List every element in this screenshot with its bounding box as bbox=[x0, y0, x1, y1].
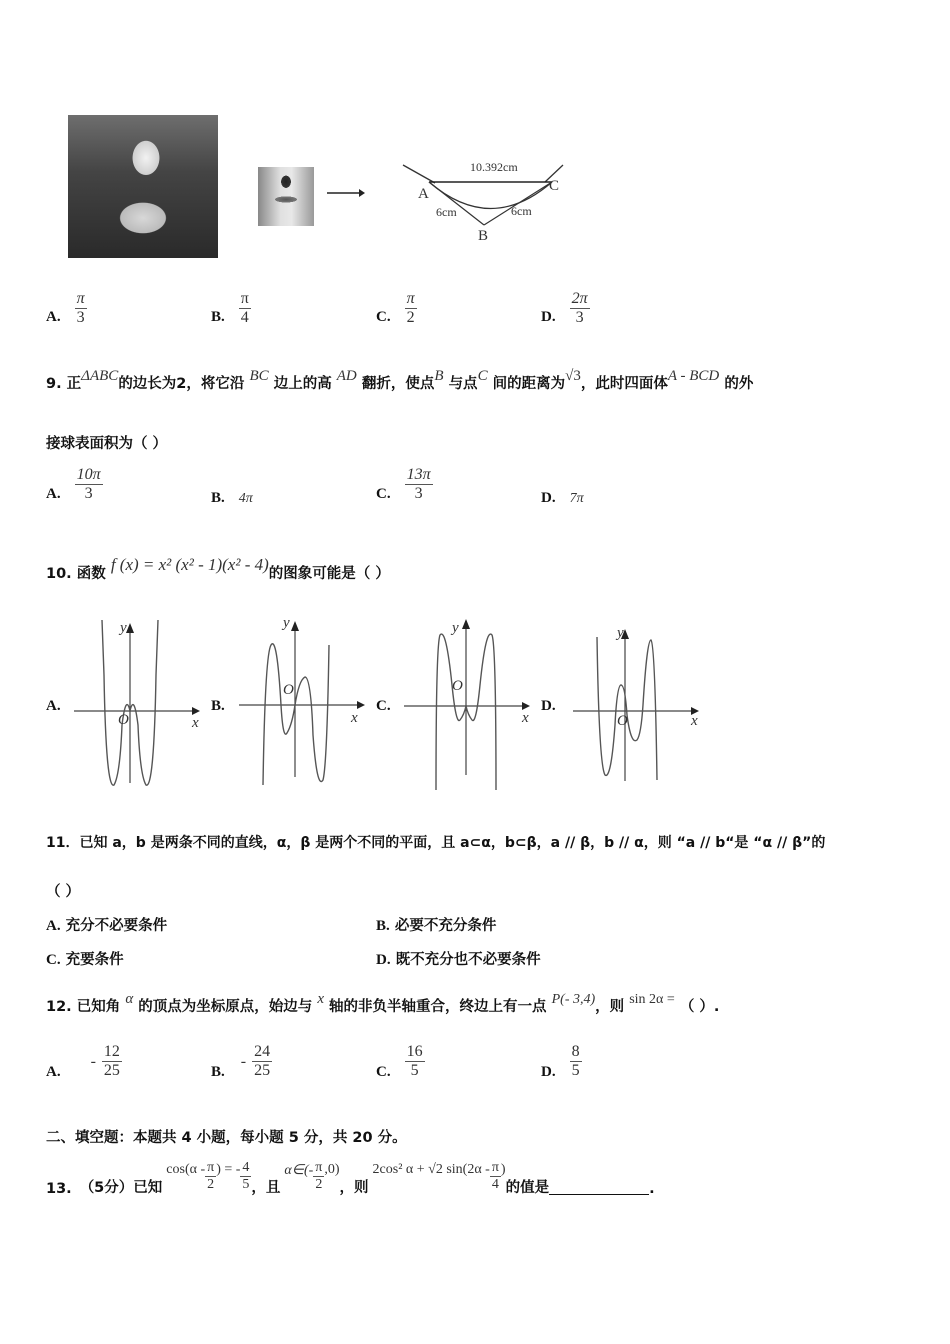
q11-option-a[interactable]: A. 充分不必要条件 bbox=[46, 918, 168, 934]
q13-condition-1: cos(α - $\frac{\pi}{2}$ ) = - $\frac{4}{5}$ bbox=[166, 1160, 250, 1193]
q9-option-d[interactable]: D. 7π bbox=[541, 490, 584, 506]
option-fraction: $\frac{\pi}{2}$ bbox=[406, 290, 415, 327]
q10-option-b[interactable]: B. y x O bbox=[211, 615, 371, 795]
q12-option-b[interactable]: B. - $\frac{24}{25}$ bbox=[211, 1042, 271, 1080]
q9-stem-line1: 9. 正ΔABC的边长为2，将它沿 BC 边上的高 AD 翻折，使点B 与点C 间的距离为√3，此时四面体A - BCD 的外 bbox=[46, 368, 754, 392]
option-letter: D. bbox=[541, 309, 556, 326]
q12-option-c[interactable]: C. $\frac{16}{5}$ bbox=[376, 1042, 423, 1080]
q13-expression: 2cos² α + √2 sin(2α - $\frac{\pi}{4}$ ) bbox=[372, 1160, 506, 1193]
q12-option-a[interactable]: A. - $\frac{12}{25}$ bbox=[46, 1042, 120, 1080]
q13-answer-blank[interactable] bbox=[549, 1180, 649, 1195]
graph-d bbox=[567, 615, 707, 795]
mona-lisa-image bbox=[68, 115, 218, 258]
smile-crop-image bbox=[258, 167, 314, 226]
q9-option-c[interactable]: C. $\frac{13\pi}{3}$ bbox=[376, 466, 431, 503]
q11-option-d[interactable]: D. 既不充分也不必要条件 bbox=[376, 952, 541, 968]
q10-option-a[interactable]: A. y x O bbox=[46, 615, 206, 795]
q12-stem: 12. 已知角 α 的顶点为坐标原点，始边与 x 轴的非负半轴重合，终边上有一点 P(- 3,4)，则 sin 2α = （ ）. bbox=[46, 991, 720, 1015]
point-label-c: C bbox=[549, 178, 560, 194]
option-letter: C. bbox=[376, 309, 391, 326]
q11-option-c[interactable]: C. 充要条件 bbox=[46, 952, 124, 968]
q11-option-b[interactable]: B. 必要不充分条件 bbox=[376, 918, 497, 934]
graph-a bbox=[72, 615, 212, 795]
graph-c bbox=[402, 615, 542, 795]
length-label-top: 10.392cm bbox=[470, 160, 518, 174]
q9-option-a[interactable]: A. $\frac{10\pi}{3}$ bbox=[46, 466, 101, 503]
q9-stem-line2: 接球表面积为（ ） bbox=[46, 436, 168, 452]
q13-condition-2: α∈(- $\frac{\pi}{2}$ ,0) bbox=[284, 1160, 340, 1193]
option-fraction: $\frac{2\pi}{3}$ bbox=[571, 290, 588, 327]
q8-option-d[interactable] bbox=[541, 290, 590, 328]
point-label-a: A bbox=[418, 186, 429, 202]
option-letter: B. bbox=[211, 309, 225, 326]
option-fraction: $\frac{\pi}{4}$ bbox=[240, 290, 249, 327]
q9-option-b[interactable]: B. 4π bbox=[211, 490, 253, 506]
q12-option-d[interactable]: D. $\frac{8}{5}$ bbox=[541, 1042, 580, 1080]
point-label-b: B bbox=[478, 228, 489, 244]
q10-option-d[interactable]: D. y x O bbox=[541, 615, 701, 795]
q11-stem-line2: （ ） bbox=[46, 884, 81, 900]
q13-stem: 13. （5分）已知 cos(α - $\frac{\pi}{2}$ ) = - $\frac{4}{5}$ ，且 α∈(- $\frac{\pi}{2}$ ,0) ，则 2cos² α + √2 sin(2α - $\frac{\pi}{4}$ ) 的值是 . bbox=[46, 1160, 655, 1198]
q10-option-c[interactable]: C. y x O bbox=[376, 615, 536, 795]
q11-stem-line1: 11．已知 a，b 是两条不同的直线，α，β 是两个不同的平面，且 a⊂α，b⊂β，a // β，b // α，则 “a // b“是 “α // β”的 bbox=[46, 835, 826, 851]
q8-option-c[interactable] bbox=[376, 290, 417, 328]
section-heading-fill-in: 二、填空题：本题共 4 小题，每小题 5 分，共 20 分。 bbox=[46, 1130, 407, 1146]
option-fraction: $\frac{\pi}{3}$ bbox=[76, 290, 85, 327]
length-label-right: 6cm bbox=[511, 204, 532, 218]
graph-b bbox=[237, 615, 377, 795]
arrow-right-icon bbox=[325, 186, 367, 200]
length-label-left: 6cm bbox=[436, 205, 457, 219]
q10-stem: 10. 函数 f (x) = x² (x² - 1)(x² - 4)的图象可能是（ ） bbox=[46, 555, 390, 582]
option-letter: A. bbox=[46, 309, 61, 326]
q8-option-b[interactable] bbox=[211, 290, 251, 328]
q8-option-a[interactable] bbox=[46, 290, 87, 328]
